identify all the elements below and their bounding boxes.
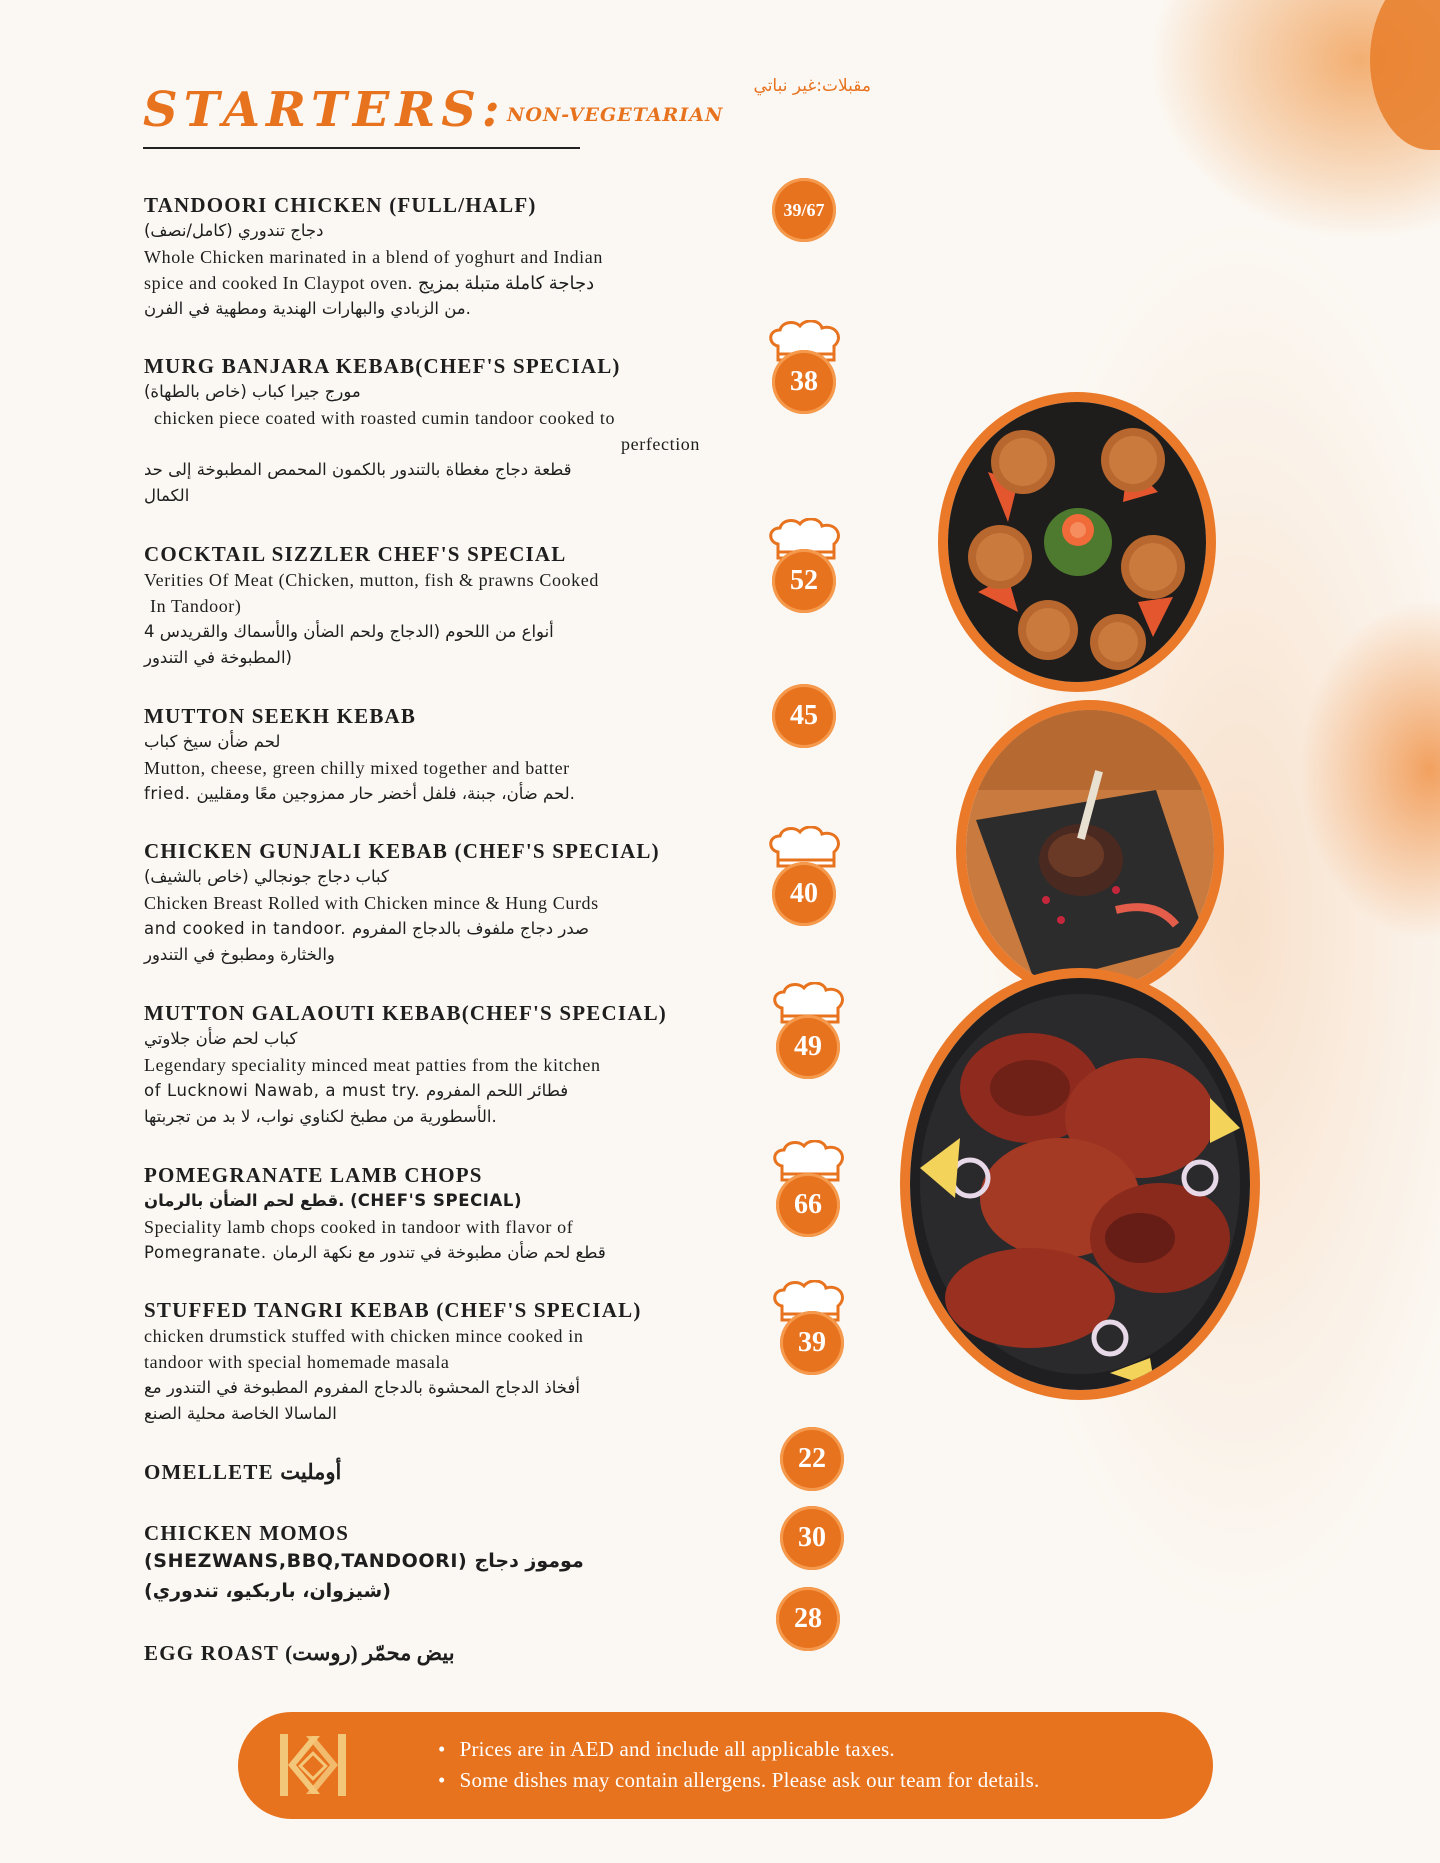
item-description: كباب لحم ضأن جلاوتي xyxy=(144,1029,298,1048)
restaurant-logo xyxy=(268,1724,358,1806)
item-description: Whole Chicken marinated in a blend of yoghurt and Indian xyxy=(144,247,603,267)
footer-note: • Prices are in AED and include all applicable taxes. xyxy=(438,1734,1039,1765)
item-name: MUTTON SEEKH KEBAB xyxy=(144,704,417,728)
price-badge: 39/67 xyxy=(772,178,836,242)
menu-item-chicken-gunjali-kebab xyxy=(144,838,714,968)
item-description: and cooked in tandoor. صدر دجاج ملفوف بالدجاج المفروم xyxy=(144,919,590,938)
menu-item-tandoori-chicken xyxy=(144,192,714,322)
section-subtitle-arabic: مقبلات:غير نباتي xyxy=(753,76,871,96)
item-description: spice and cooked In Claypot oven. دجاجة كاملة متبلة بمزيج xyxy=(144,273,595,293)
menu-item-mutton-seekh-kebab xyxy=(144,703,714,807)
menu-item-omellete xyxy=(144,1459,714,1485)
menu-item-stuffed-tangri-kebab xyxy=(144,1297,714,1427)
item-description: كباب دجاج جونجالي (خاص بالشيف) xyxy=(144,867,389,886)
item-description: قطع لحم الضأن بالرمان. (CHEF'S SPECIAL) xyxy=(144,1191,522,1210)
price-badge: 49 xyxy=(776,1015,840,1079)
dish-photo-lamb-chop xyxy=(956,700,1224,1000)
section-subtitle: NON-VEGETARIAN xyxy=(507,104,724,126)
item-description: Verities Of Meat (Chicken, mutton, fish & prawns Cooked xyxy=(144,570,599,590)
item-name: POMEGRANATE LAMB CHOPS xyxy=(144,1163,483,1187)
item-description: المطبوخة في التندور) xyxy=(144,648,292,667)
item-description: والخثارة ومطبوخ في التندور xyxy=(144,945,335,964)
item-description: Pomegranate. قطع لحم ضأن مطبوخة في تندور مع نكهة الرمان xyxy=(144,1243,606,1262)
item-description: الأسطورية من مطبخ لكناوي نواب، لا بد من تجربتها. xyxy=(144,1107,497,1126)
menu-item-pomegranate-lamb-chops xyxy=(144,1162,714,1266)
item-description: (شيزوان، باربكيو، تندوري) xyxy=(144,1580,391,1602)
item-name: STUFFED TANGRI KEBAB (CHEF'S SPECIAL) xyxy=(144,1298,642,1322)
item-name: OMELLETE أومليت xyxy=(144,1460,342,1484)
item-description: الماسالا الخاصة محلية الصنع xyxy=(144,1404,337,1423)
item-name: COCKTAIL SIZZLER CHEF'S SPECIAL xyxy=(144,542,567,566)
item-description: chicken piece coated with roasted cumin tandoor cooked to xyxy=(154,408,616,428)
menu-item-mutton-galaouti-kebab xyxy=(144,1000,714,1130)
menu-item-chicken-momos xyxy=(144,1520,714,1606)
price-badge: 39 xyxy=(780,1311,844,1375)
item-description: Chicken Breast Rolled with Chicken mince & Hung Curds xyxy=(144,893,599,913)
item-name: MURG BANJARA KEBAB(CHEF'S SPECIAL) xyxy=(144,354,621,378)
item-description: أفخاذ الدجاج المحشوة بالدجاج المفروم المطبوخة في التندور مع xyxy=(144,1378,580,1397)
item-description: perfection xyxy=(621,434,700,454)
item-name: TANDOORI CHICKEN (FULL/HALF) xyxy=(144,193,537,217)
dish-photo-kebab-patties xyxy=(938,392,1216,692)
item-description: لحم ضأن سيخ كباب xyxy=(144,732,281,751)
menu-header xyxy=(143,76,871,156)
price-badge: 28 xyxy=(776,1587,840,1651)
item-name: CHICKEN GUNJALI KEBAB (CHEF'S SPECIAL) xyxy=(144,839,660,863)
footer-note: • Some dishes may contain allergens. Please ask our team for details. xyxy=(438,1765,1039,1796)
item-description: Legendary speciality minced meat patties from the kitchen xyxy=(144,1055,601,1075)
price-badge: 40 xyxy=(772,862,836,926)
item-description: مورج جيرا كباب (خاص بالطهاة) xyxy=(144,382,361,401)
footer-banner xyxy=(238,1712,1213,1819)
item-description: Speciality lamb chops cooked in tandoor with flavor of xyxy=(144,1217,574,1237)
item-description: من الزبادي والبهارات الهندية ومطهية في الفرن. xyxy=(144,299,471,318)
item-description: fried. لحم ضأن، جبنة، فلفل أخضر حار ممزوجين معًا ومقليين. xyxy=(144,784,575,803)
item-description: 4 أنواع من اللحوم (الدجاج ولحم الضأن والأسماك والقريدس xyxy=(144,622,554,641)
item-description: الكمال xyxy=(144,486,190,505)
footer-notes xyxy=(438,1734,1039,1796)
dish-photo-tandoori-chicken xyxy=(900,968,1260,1400)
item-description: (SHEZWANS,BBQ,TANDOORI) موموز دجاج xyxy=(144,1550,584,1572)
price-badge: 52 xyxy=(772,549,836,613)
section-title: STARTERS: xyxy=(143,82,506,138)
item-description: قطعة دجاج مغطاة بالتندور بالكمون المحمص المطبوخة إلى حد xyxy=(144,460,572,479)
price-badge: 66 xyxy=(776,1173,840,1237)
price-badge: 30 xyxy=(780,1506,844,1570)
item-name: MUTTON GALAOUTI KEBAB(CHEF'S SPECIAL) xyxy=(144,1001,668,1025)
item-name: CHICKEN MOMOS xyxy=(144,1521,350,1545)
menu-item-murg-banjara-kebab xyxy=(144,353,714,509)
item-description: of Lucknowi Nawab, a must try. فطائر اللحم المفروم xyxy=(144,1081,569,1100)
price-badge: 22 xyxy=(780,1427,844,1491)
item-description: chicken drumstick stuffed with chicken mince cooked in xyxy=(144,1326,584,1346)
price-badge: 38 xyxy=(772,350,836,414)
header-divider xyxy=(143,147,580,149)
item-description: In Tandoor) xyxy=(150,596,242,616)
price-badge: 45 xyxy=(772,684,836,748)
menu-item-cocktail-sizzler xyxy=(144,541,714,671)
item-description: Mutton, cheese, green chilly mixed together and batter xyxy=(144,758,570,778)
item-description: دجاج تندوري (كامل/نصف) xyxy=(144,221,324,240)
item-description: tandoor with special homemade masala xyxy=(144,1352,450,1372)
menu-item-egg-roast xyxy=(144,1640,714,1666)
item-name: EGG ROAST بيض محمّر (روست) xyxy=(144,1641,455,1665)
